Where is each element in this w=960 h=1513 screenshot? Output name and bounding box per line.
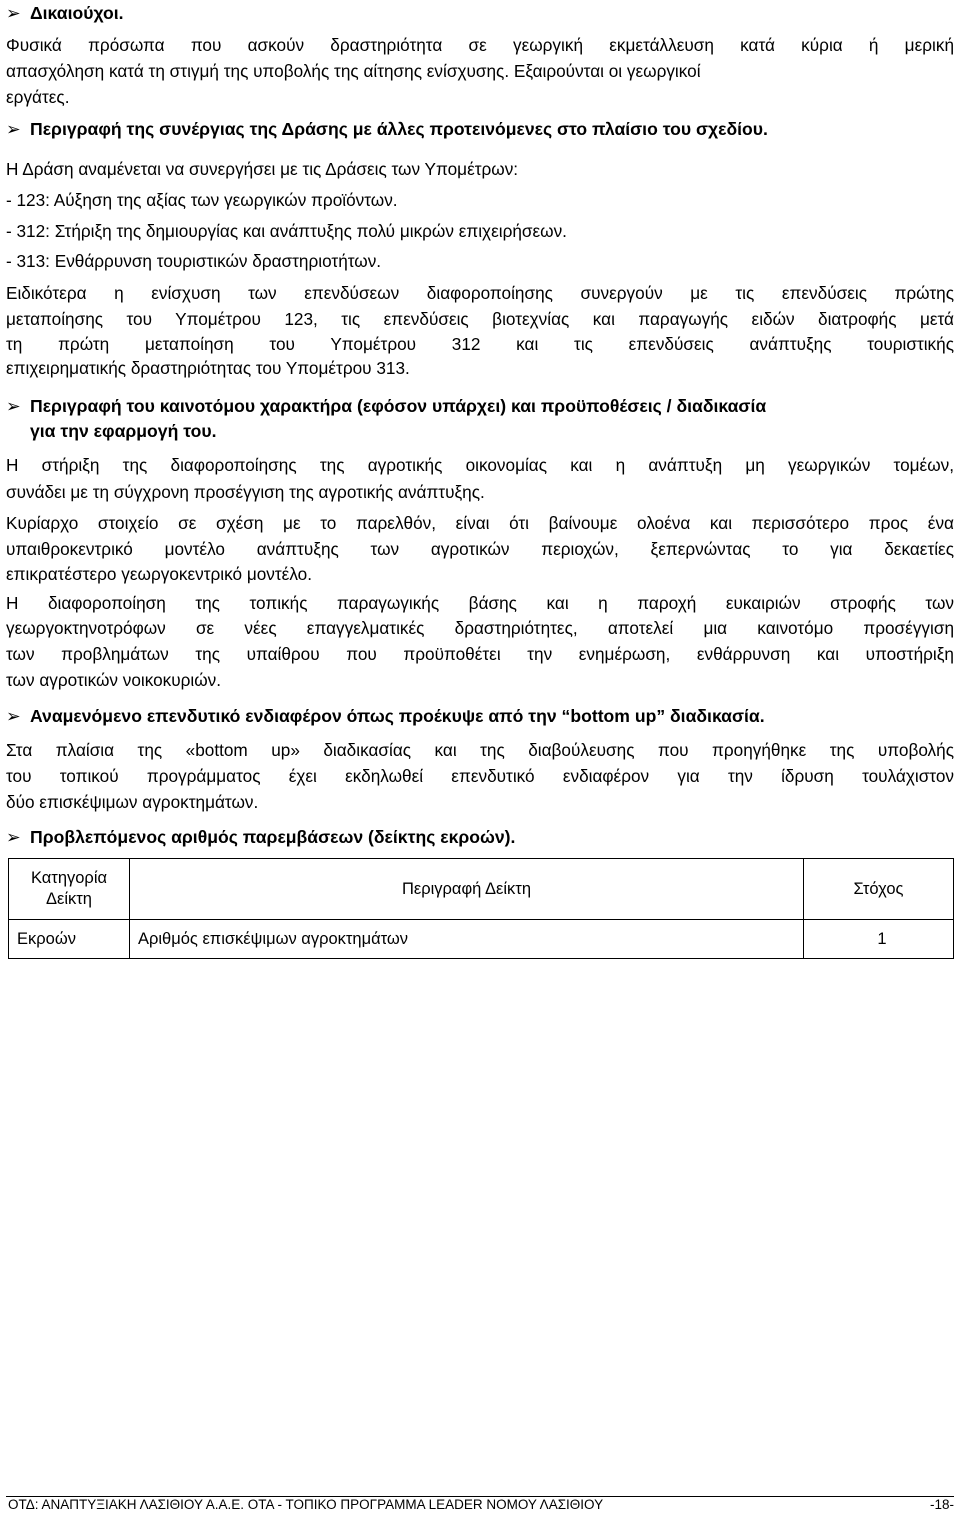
- heading-text: Περιγραφή της συνέργιας της Δράσης με άλλες προτεινόμενες στο πλαίσιο του σχεδίου.: [30, 119, 768, 139]
- section-heading-investment: [6, 703, 765, 730]
- paragraph-line: απασχόληση κατά τη στιγμή της υποβολής της αίτησης ενίσχυσης. Εξαιρούνται οι γεωργικοί: [6, 61, 701, 81]
- arrow-bullet-icon: ➢: [6, 3, 21, 23]
- paragraph-line: τη πρώτη μεταποίηση του Υπομέτρου 312 και τις επενδύσεις ανάπτυξης τουριστικής: [6, 334, 954, 354]
- paragraph-line: επικρατέστερο γεωργοκεντρικό μοντέλο.: [6, 564, 313, 584]
- paragraph-line: Ειδικότερα η ενίσχυση των επενδύσεων διαφοροποίησης συνεργούν με τις επενδύσεις πρώτης: [6, 283, 954, 303]
- section-heading-beneficiaries: [6, 0, 123, 27]
- heading-text: Περιγραφή του καινοτόμου χαρακτήρα (εφόσον υπάρχει) και προϋποθέσεις / διαδικασία: [30, 396, 767, 416]
- paragraph-line: των προβλημάτων της υπαίθρου που προϋποθέτει την ενημέρωση, ενθάρρυνση και υποστήριξη: [6, 644, 954, 664]
- paragraph-line: μεταποίησης του Υπομέτρου 123, τις επενδύσεις βιοτεχνίας και παραγωγής ειδών διατροφής μετά: [6, 309, 954, 329]
- table-header-cell: Περιγραφή Δείκτη: [130, 859, 804, 920]
- indicator-table: [8, 858, 954, 959]
- table-header-cell: Κατηγορία Δείκτη: [9, 859, 130, 920]
- arrow-bullet-icon: ➢: [6, 119, 21, 139]
- paragraph-line: υπαιθροκεντρικό μοντέλο ανάπτυξης των αγροτικών περιοχών, ξεπερνώντας το για δεκαετίες: [6, 539, 954, 559]
- table-cell: Αριθμός επισκέψιμων αγροκτημάτων: [130, 920, 804, 959]
- paragraph-line: Στα πλαίσια της «bottom up» διαδικασίας και της διαβούλευσης που προηγήθηκε της υποβολής: [6, 740, 954, 760]
- paragraph-line: Κυρίαρχο στοιχείο σε σχέση με το παρελθόν, είναι ότι βαίνουμε ολοένα και περισσότερο προς ένα: [6, 513, 954, 533]
- paragraph-line: Η διαφοροποίηση της τοπικής παραγωγικής βάσης και η παροχή ευκαιριών στροφής των: [6, 593, 954, 613]
- synergy-item-313: - 313: Ενθάρρυνση τουριστικών δραστηριοτήτων.: [6, 251, 382, 271]
- paragraph-line: εργάτες.: [6, 87, 70, 107]
- heading-text: Δικαιούχοι.: [30, 3, 124, 23]
- section-heading-synergy: [6, 116, 768, 143]
- table-header-cell: Στόχος: [804, 859, 954, 920]
- section-heading-innovation-line2: για την εφαρμογή του.: [30, 421, 217, 441]
- arrow-bullet-icon: ➢: [6, 827, 21, 847]
- heading-text: Προβλεπόμενος αριθμός παρεμβάσεων (δείκτης εκροών).: [30, 827, 516, 847]
- section-heading-interventions: [6, 824, 515, 851]
- paragraph-line: Φυσικά πρόσωπα που ασκούν δραστηριότητα σε γεωργική εκμετάλλευση κατά κύρια ή μερική: [6, 35, 954, 55]
- paragraph-line: του τοπικού προγράμματος έχει εκδηλωθεί επενδυτικό ενδιαφέρον για την ίδρυση τουλάχιστον: [6, 766, 954, 786]
- paragraph-line: συνάδει με τη σύγχρονη προσέγγιση της αγροτικής ανάπτυξης.: [6, 482, 485, 502]
- synergy-item-312: - 312: Στήριξη της δημιουργίας και ανάπτυξης πολύ μικρών επιχειρήσεων.: [6, 221, 567, 241]
- table-row: [9, 920, 954, 959]
- paragraph-line: των αγροτικών νοικοκυριών.: [6, 670, 222, 690]
- page-footer: [6, 1496, 954, 1512]
- footer-organization: ΟΤΔ: ΑΝΑΠΤΥΞΙΑΚΗ ΛΑΣΙΘΙΟΥ Α.Α.Ε. ΟΤΑ - ΤΟΠΙΚΟ ΠΡΟΓΡΑΜΜΑ LEADER ΝΟΜΟΥ ΛΑΣΙΘΙΟΥ: [8, 1497, 604, 1512]
- section-heading-innovation: [6, 393, 954, 420]
- table-header-row: [9, 859, 954, 920]
- table-cell: 1: [804, 920, 954, 959]
- arrow-bullet-icon: ➢: [6, 396, 21, 416]
- synergy-item-123: - 123: Αύξηση της αξίας των γεωργικών προϊόντων.: [6, 190, 398, 210]
- paragraph-line: γεωργοκτηνοτρόφων σε νέες επαγγελματικές δραστηριότητες, αποτελεί μια καινοτόμο προσέγγιση: [6, 618, 954, 638]
- heading-text: Αναμενόμενο επενδυτικό ενδιαφέρον όπως προέκυψε από την “bottom up” διαδικασία.: [30, 706, 765, 726]
- page-number: -18-: [929, 1497, 954, 1512]
- synergy-intro: Η Δράση αναμένεται να συνεργήσει με τις Δράσεις των Υπομέτρων:: [6, 159, 519, 179]
- table-cell: Εκροών: [9, 920, 130, 959]
- paragraph-line: Η στήριξη της διαφοροποίησης της αγροτικής οικονομίας και η ανάπτυξη μη γεωργικών τομέων,: [6, 455, 954, 475]
- paragraph-line: δύο επισκέψιμων αγροκτημάτων.: [6, 792, 259, 812]
- arrow-bullet-icon: ➢: [6, 706, 21, 726]
- paragraph-line: επιχειρηματικής δραστηριότητας του Υπομέτρου 313.: [6, 358, 410, 378]
